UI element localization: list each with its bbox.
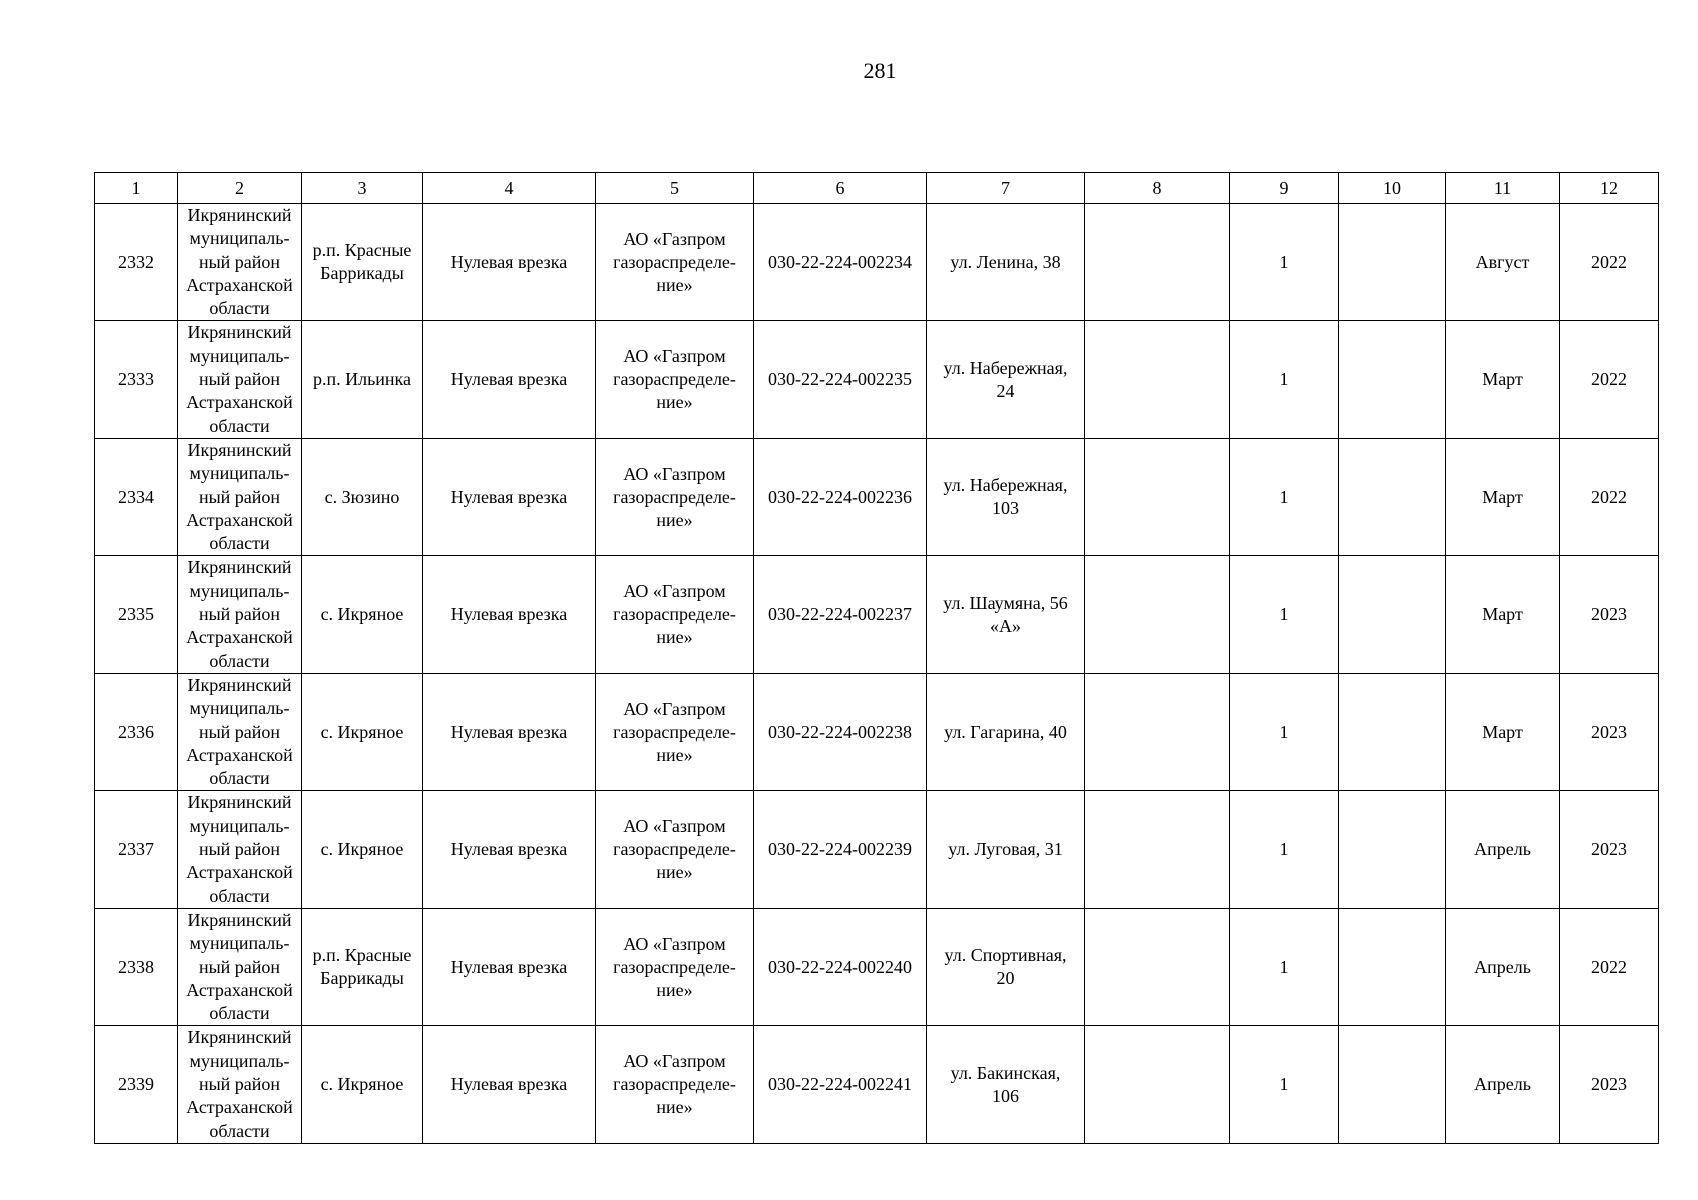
- cell-line: Икрянинский: [187, 557, 292, 578]
- cell-line: муниципаль-: [189, 463, 290, 484]
- cell-line: ный район: [198, 251, 281, 272]
- cell-col10: [1339, 673, 1446, 790]
- cell-code: 030-22-224-002240: [754, 908, 927, 1025]
- cell-code: 030-22-224-002235: [754, 321, 927, 438]
- cell-year: 2022: [1560, 908, 1659, 1025]
- cell-line: 20: [996, 968, 1015, 989]
- cell-address: [927, 1026, 1085, 1143]
- cell-district: [178, 908, 302, 1025]
- cell-line: Икрянинский: [187, 1027, 292, 1048]
- column-header: 4: [423, 173, 596, 204]
- header-row: [95, 173, 1659, 204]
- column-header: 2: [178, 173, 302, 204]
- column-header: 7: [927, 173, 1085, 204]
- table-row: [95, 556, 1659, 673]
- cell-year: 2023: [1560, 673, 1659, 790]
- cell-line: ный район: [198, 839, 281, 860]
- cell-number: 2332: [95, 204, 178, 321]
- cell-line: Астраханской: [186, 744, 293, 765]
- cell-line: АО «Газпром: [623, 346, 726, 367]
- cell-month: Август: [1446, 204, 1560, 321]
- cell-district: [178, 791, 302, 908]
- cell-count: 1: [1230, 908, 1339, 1025]
- cell-work-type: Нулевая врезка: [423, 1026, 596, 1143]
- cell-line: ул. Ленина, 38: [950, 251, 1061, 272]
- table-row: [95, 791, 1659, 908]
- cell-line: муниципаль-: [189, 580, 290, 601]
- cell-line: «А»: [990, 615, 1021, 636]
- cell-code: 030-22-224-002238: [754, 673, 927, 790]
- cell-col10: [1339, 438, 1446, 555]
- cell-col8: [1085, 673, 1230, 790]
- cell-col10: [1339, 204, 1446, 321]
- cell-line: газораспределе-: [613, 1074, 736, 1095]
- cell-work-type: Нулевая врезка: [423, 556, 596, 673]
- cell-code: 030-22-224-002239: [754, 791, 927, 908]
- cell-line: ул. Бакинская,: [950, 1062, 1061, 1083]
- cell-number: 2339: [95, 1026, 178, 1143]
- cell-count: 1: [1230, 556, 1339, 673]
- cell-line: области: [209, 298, 270, 319]
- cell-work-type: Нулевая врезка: [423, 321, 596, 438]
- cell-code: 030-22-224-002241: [754, 1026, 927, 1143]
- cell-line: 106: [992, 1085, 1019, 1106]
- cell-address: [927, 204, 1085, 321]
- cell-line: области: [209, 885, 270, 906]
- cell-line: с. Икряное: [320, 839, 404, 860]
- cell-line: муниципаль-: [189, 1050, 290, 1071]
- cell-organization: [596, 321, 754, 438]
- column-header: 12: [1560, 173, 1659, 204]
- cell-count: 1: [1230, 204, 1339, 321]
- data-table: [94, 172, 1659, 1144]
- cell-line: р.п. Красные: [312, 240, 412, 261]
- table-body: [95, 204, 1659, 1144]
- cell-district: [178, 438, 302, 555]
- cell-col10: [1339, 321, 1446, 438]
- cell-line: ул. Набережная,: [943, 357, 1068, 378]
- cell-line: АО «Газпром: [623, 816, 726, 837]
- cell-year: 2022: [1560, 438, 1659, 555]
- cell-line: Икрянинский: [187, 792, 292, 813]
- cell-code: 030-22-224-002237: [754, 556, 927, 673]
- cell-line: ние»: [656, 1097, 693, 1118]
- cell-district: [178, 1026, 302, 1143]
- cell-number: 2335: [95, 556, 178, 673]
- cell-line: газораспределе-: [613, 486, 736, 507]
- cell-col8: [1085, 438, 1230, 555]
- column-header: 9: [1230, 173, 1339, 204]
- cell-line: муниципаль-: [189, 228, 290, 249]
- cell-month: Март: [1446, 556, 1560, 673]
- cell-line: с. Зюзино: [324, 486, 400, 507]
- cell-line: ный район: [198, 956, 281, 977]
- column-header: 8: [1085, 173, 1230, 204]
- cell-year: 2022: [1560, 321, 1659, 438]
- cell-line: ул. Набережная,: [943, 475, 1068, 496]
- cell-year: 2023: [1560, 1026, 1659, 1143]
- cell-code: 030-22-224-002236: [754, 438, 927, 555]
- cell-line: муниципаль-: [189, 698, 290, 719]
- cell-line: области: [209, 1120, 270, 1141]
- cell-line: газораспределе-: [613, 251, 736, 272]
- cell-count: 1: [1230, 1026, 1339, 1143]
- cell-number: 2336: [95, 673, 178, 790]
- cell-col8: [1085, 908, 1230, 1025]
- column-header: 11: [1446, 173, 1560, 204]
- cell-line: ный район: [198, 721, 281, 742]
- cell-address: [927, 556, 1085, 673]
- cell-line: АО «Газпром: [623, 933, 726, 954]
- cell-line: Астраханской: [186, 274, 293, 295]
- cell-line: ние»: [656, 509, 693, 530]
- cell-line: ул. Спортивная,: [944, 945, 1067, 966]
- cell-line: ул. Луговая, 31: [948, 839, 1063, 860]
- cell-line: ние»: [656, 627, 693, 648]
- cell-line: муниципаль-: [189, 345, 290, 366]
- cell-line: р.п. Ильинка: [312, 369, 412, 390]
- cell-organization: [596, 791, 754, 908]
- cell-month: Апрель: [1446, 1026, 1560, 1143]
- cell-work-type: Нулевая врезка: [423, 791, 596, 908]
- table-row: [95, 1026, 1659, 1143]
- cell-line: Икрянинский: [187, 439, 292, 460]
- cell-line: области: [209, 768, 270, 789]
- cell-col8: [1085, 204, 1230, 321]
- cell-line: ный район: [198, 369, 281, 390]
- cell-line: Астраханской: [186, 979, 293, 1000]
- page-number: 281: [863, 58, 897, 83]
- cell-year: 2022: [1560, 204, 1659, 321]
- cell-line: Икрянинский: [187, 322, 292, 343]
- cell-address: [927, 791, 1085, 908]
- cell-line: ный район: [198, 604, 281, 625]
- cell-col10: [1339, 908, 1446, 1025]
- column-header: 10: [1339, 173, 1446, 204]
- cell-line: Икрянинский: [187, 674, 292, 695]
- cell-address: [927, 673, 1085, 790]
- cell-line: АО «Газпром: [623, 228, 726, 249]
- cell-col10: [1339, 556, 1446, 673]
- cell-settlement: [302, 1026, 423, 1143]
- cell-district: [178, 321, 302, 438]
- cell-number: 2337: [95, 791, 178, 908]
- cell-line: области: [209, 533, 270, 554]
- cell-settlement: [302, 673, 423, 790]
- cell-settlement: [302, 204, 423, 321]
- cell-month: Апрель: [1446, 908, 1560, 1025]
- cell-count: 1: [1230, 791, 1339, 908]
- cell-line: области: [209, 650, 270, 671]
- cell-line: муниципаль-: [189, 933, 290, 954]
- cell-address: [927, 321, 1085, 438]
- cell-work-type: Нулевая врезка: [423, 438, 596, 555]
- cell-work-type: Нулевая врезка: [423, 204, 596, 321]
- table-row: [95, 673, 1659, 790]
- cell-district: [178, 204, 302, 321]
- cell-line: с. Икряное: [320, 604, 404, 625]
- cell-line: ный район: [198, 486, 281, 507]
- cell-month: Март: [1446, 321, 1560, 438]
- cell-line: ние»: [656, 392, 693, 413]
- cell-line: Астраханской: [186, 627, 293, 648]
- cell-line: газораспределе-: [613, 721, 736, 742]
- cell-month: Апрель: [1446, 791, 1560, 908]
- cell-number: 2338: [95, 908, 178, 1025]
- cell-col8: [1085, 321, 1230, 438]
- cell-settlement: [302, 556, 423, 673]
- cell-line: газораспределе-: [613, 839, 736, 860]
- cell-code: 030-22-224-002234: [754, 204, 927, 321]
- cell-district: [178, 556, 302, 673]
- cell-line: ул. Шаумяна, 56: [943, 592, 1068, 613]
- cell-line: Баррикады: [320, 968, 404, 989]
- cell-line: Икрянинский: [187, 205, 292, 225]
- cell-line: Баррикады: [320, 263, 404, 284]
- cell-address: [927, 908, 1085, 1025]
- cell-line: ние»: [656, 274, 693, 295]
- cell-address: [927, 438, 1085, 555]
- column-header: 3: [302, 173, 423, 204]
- cell-line: ние»: [656, 979, 693, 1000]
- cell-line: ный район: [198, 1073, 281, 1094]
- cell-number: 2333: [95, 321, 178, 438]
- cell-line: с. Икряное: [320, 721, 404, 742]
- cell-line: АО «Газпром: [623, 463, 726, 484]
- cell-line: газораспределе-: [613, 604, 736, 625]
- column-header: 6: [754, 173, 927, 204]
- cell-count: 1: [1230, 321, 1339, 438]
- cell-line: Астраханской: [186, 509, 293, 530]
- cell-year: 2023: [1560, 791, 1659, 908]
- cell-col8: [1085, 556, 1230, 673]
- cell-col10: [1339, 791, 1446, 908]
- cell-col8: [1085, 791, 1230, 908]
- cell-line: Астраханской: [186, 392, 293, 413]
- column-header: 1: [95, 173, 178, 204]
- cell-month: Март: [1446, 438, 1560, 555]
- cell-line: газораспределе-: [613, 369, 736, 390]
- cell-line: р.п. Красные: [312, 945, 412, 966]
- table-row: [95, 908, 1659, 1025]
- cell-line: области: [209, 1003, 270, 1024]
- cell-col10: [1339, 1026, 1446, 1143]
- cell-line: Астраханской: [186, 862, 293, 883]
- cell-number: 2334: [95, 438, 178, 555]
- cell-work-type: Нулевая врезка: [423, 673, 596, 790]
- cell-organization: [596, 438, 754, 555]
- cell-line: ние»: [656, 862, 693, 883]
- cell-count: 1: [1230, 438, 1339, 555]
- table-row: [95, 321, 1659, 438]
- cell-work-type: Нулевая врезка: [423, 908, 596, 1025]
- cell-line: АО «Газпром: [623, 581, 726, 602]
- column-header: 5: [596, 173, 754, 204]
- cell-settlement: [302, 438, 423, 555]
- cell-settlement: [302, 791, 423, 908]
- cell-count: 1: [1230, 673, 1339, 790]
- cell-line: муниципаль-: [189, 815, 290, 836]
- cell-line: Икрянинский: [187, 909, 292, 930]
- cell-line: ул. Гагарина, 40: [944, 721, 1067, 742]
- cell-month: Март: [1446, 673, 1560, 790]
- cell-organization: [596, 204, 754, 321]
- cell-line: области: [209, 415, 270, 436]
- cell-organization: [596, 673, 754, 790]
- cell-line: АО «Газпром: [623, 698, 726, 719]
- cell-line: газораспределе-: [613, 956, 736, 977]
- table-header: [95, 173, 1659, 204]
- table-row: [95, 204, 1659, 321]
- cell-settlement: [302, 908, 423, 1025]
- cell-year: 2023: [1560, 556, 1659, 673]
- cell-settlement: [302, 321, 423, 438]
- cell-organization: [596, 908, 754, 1025]
- cell-organization: [596, 556, 754, 673]
- table-row: [95, 438, 1659, 555]
- cell-organization: [596, 1026, 754, 1143]
- cell-line: 24: [996, 380, 1015, 401]
- cell-district: [178, 673, 302, 790]
- cell-line: АО «Газпром: [623, 1051, 726, 1072]
- cell-col8: [1085, 1026, 1230, 1143]
- cell-line: Астраханской: [186, 1097, 293, 1118]
- cell-line: ние»: [656, 744, 693, 765]
- cell-line: с. Икряное: [320, 1074, 404, 1095]
- cell-line: 103: [992, 498, 1019, 519]
